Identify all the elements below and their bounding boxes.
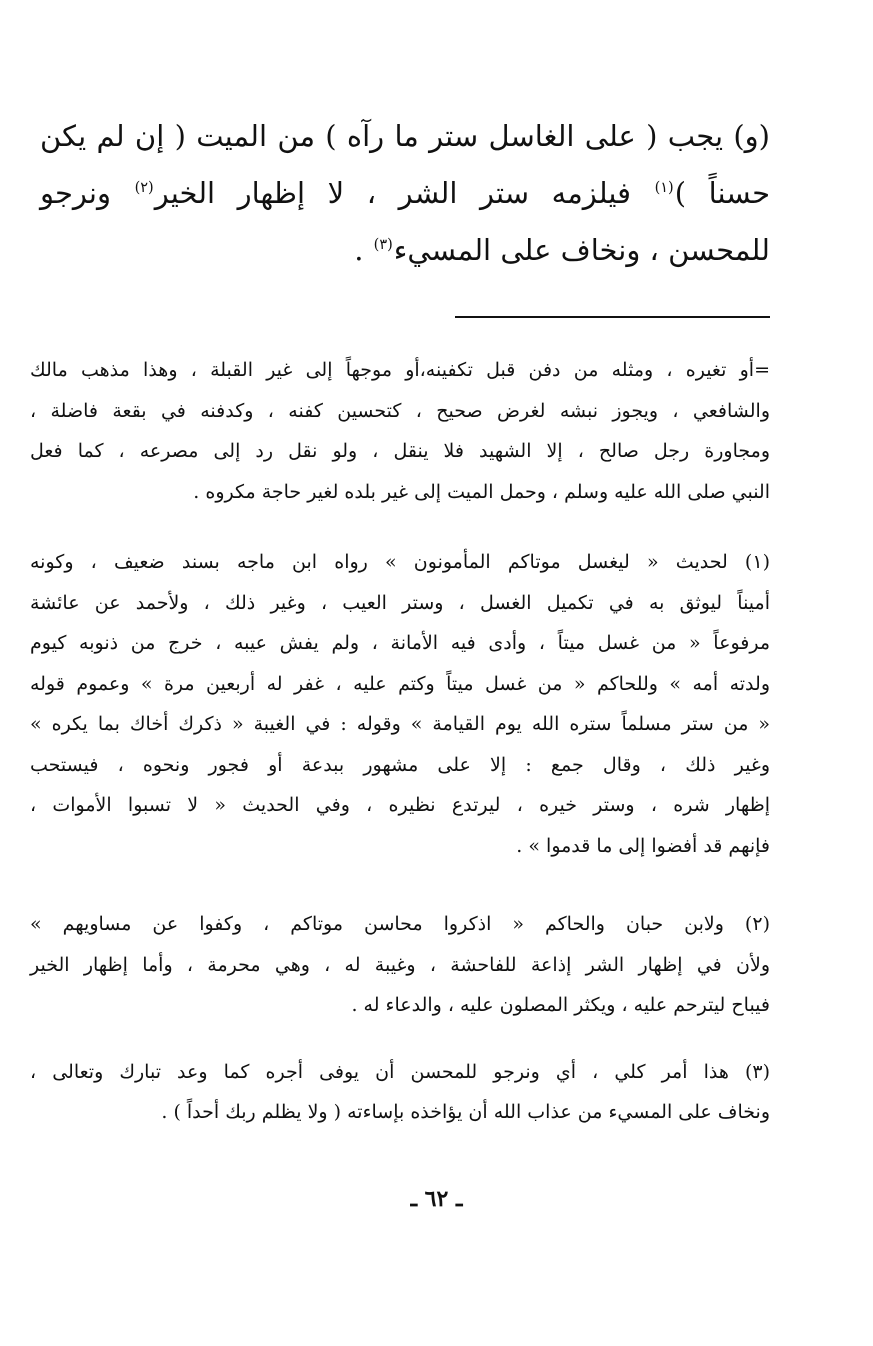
main-line-1: (و) يجب ( على الغاسل ستر ما رآه ) من الميت ( إن لم يكن xyxy=(40,119,770,153)
footnote-line: فإنهم قد أفضوا إلى ما قدموا » . xyxy=(516,834,770,857)
footnote-line: =أو تغيره ، ومثله من دفن قبل تكفينه،أو موجهاً إلى غير القبلة ، وهذا مذهب مالك xyxy=(30,359,770,381)
main-line-2-part-2: فيلزمه ستر الشر ، لا إظهار الخير xyxy=(154,176,654,210)
footnotes xyxy=(30,350,770,1133)
footnote-line: إظهار شره ، وستر خيره ، ليرتدع نظيره ، وفي الحديث « لا تسبوا الأموات ، xyxy=(30,794,770,816)
footnote-line: أميناً ليوثق به في تكميل الغسل ، وستر العيب ، وغير ذلك ، ولأحمد عن عائشة xyxy=(30,591,770,614)
footnote-line: النبي صلى الله عليه وسلم ، وحمل الميت إلى غير بلده لغير حاجة مكروه . xyxy=(193,480,770,503)
footnote-line: وغير ذلك ، وقال جمع : إلا على مشهور ببدعة أو فجور ونحوه ، فيستحب xyxy=(30,753,770,776)
footnote-ref-1: (١) xyxy=(654,180,674,197)
main-text xyxy=(40,108,770,279)
footnote-line: مرفوعاً « من غسل ميتاً ، وأدى فيه الأمانة ، ولم يفش عيبه ، خرج من ذنوبه كيوم xyxy=(30,632,770,654)
footnote-separator xyxy=(455,316,770,318)
footnote-line: فيباح ليترحم عليه ، ويكثر المصلون عليه ، والدعاء له . xyxy=(351,994,770,1016)
footnote-line: ولدته أمه » وللحاكم « من غسل ميتاً وكتم عليه ، غفر له أربعين مرة » وعموم قوله xyxy=(30,672,770,695)
footnote-line: (٣) هذا أمر كلي ، أي ونرجو للمحسن أن يوفى أجره كما وعد تبارك وتعالى ، xyxy=(30,1060,770,1083)
footnote-line: ولأن في إظهار الشر إذاعة للفاحشة ، وغيبة له ، وهي محرمة ، وأما إظهار الخير xyxy=(30,953,770,976)
footnote-line: (١) لحديث « ليغسل موتاكم المأمونون » رواه ابن ماجه بسند ضعيف ، وكونه xyxy=(30,551,770,573)
footnote-line: ومجاورة رجل صالح ، إلا الشهيد فلا ينقل ، ولو نقل رد إلى مصرعه ، كما فعل xyxy=(30,440,770,462)
main-line-3 xyxy=(40,222,770,279)
footnote-line: ونخاف على المسيء من عذاب الله أن يؤاخذه بإساءته ( ولا يظلم ربك أحداً ) . xyxy=(161,1101,770,1123)
footnote-2 xyxy=(30,904,770,1026)
main-line-2-part-1: حسناً ) xyxy=(674,176,771,210)
footnote-line: والشافعي ، ويجوز نبشه لغرض صحيح ، كتحسين كفنه ، وكدفنه في بقعة فاضلة ، xyxy=(30,399,770,422)
footnote-line: (٢) ولابن حبان والحاكم « اذكروا محاسن موتاكم ، وكفوا عن مساويهم » xyxy=(30,913,770,935)
footnote-continuation xyxy=(30,350,770,512)
footnote-1 xyxy=(30,542,770,866)
footnote-ref-3: (٣) xyxy=(373,237,393,254)
main-line-2-part-3: ونرجو xyxy=(40,176,134,210)
page-number: ـ ٦٢ ـ xyxy=(410,1186,463,1212)
main-line-2 xyxy=(40,165,770,222)
footnote-3 xyxy=(30,1052,770,1133)
footnote-line: « من ستر مسلماً ستره الله يوم القيامة » وقوله : في الغيبة « ذكرك أخاك بما يكره » xyxy=(30,713,770,735)
main-line-3-part-1: للمحسن ، ونخاف على المسيء xyxy=(393,233,770,267)
main-line-3-part-2: . xyxy=(354,233,373,267)
footnote-ref-2: (٢) xyxy=(134,180,154,197)
